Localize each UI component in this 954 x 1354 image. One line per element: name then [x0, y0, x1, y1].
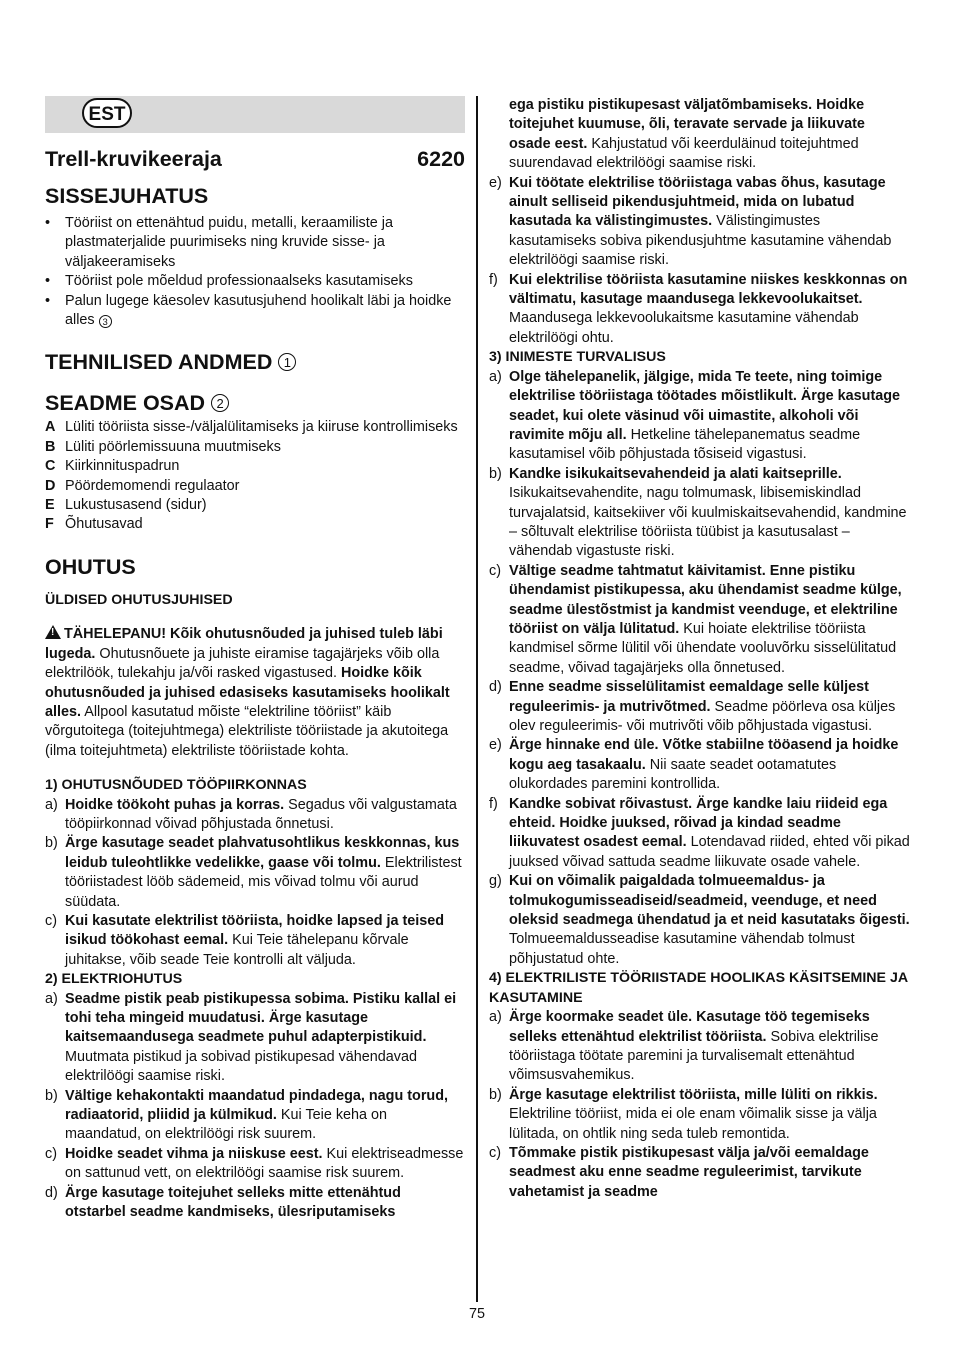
list-item: • Tööriist pole mõeldud professionaalseks kasutamiseks	[45, 272, 465, 291]
safety-heading: OHUTUS	[45, 554, 136, 579]
list-item: ega pistiku pistikupesast väljatõmbamiseks. Hoidke toitejuhet kuumuse, õli, teravate servade ja liikuvate osade eest. Kahjustatud või keerduläinud toitejuhtmed suurendavad elektrilöögi saamise riski.	[509, 97, 865, 172]
figure-ref: 2	[211, 394, 229, 412]
list-item: b) Ärge kasutage seadet plahvatusohtlikus keskkonnas, kus leidub tuleohtlikke vedelikke, gaase või tolmu. Elektrilistest tööriistadest lööb sädemeid, mis võivad tolmu või aurud süüdata.	[45, 835, 462, 910]
section-2-list	[45, 990, 465, 1223]
intro-heading: SISSEJUHATUS	[45, 184, 209, 208]
figure-ref: 3	[99, 315, 112, 328]
product-name: Trell-kruvikeeraja	[45, 147, 222, 171]
list-item: c) Kui kasutate elektrilist tööriista, hoidke lapsed ja teised isikud töökohast eemal. Kui Teie tähelepanu kõrvale juhitakse, võib seade Teie kontrolli alt väljuda.	[45, 912, 445, 968]
list-item: a) Hoidke töökoht puhas ja korras. Segadus või valgustamata tööpiirkonnad võivad põhjustada õnnetusi.	[45, 796, 457, 832]
general-safety-heading: ÜLDISED OHUTUSJUHISED	[45, 591, 233, 608]
parts-item: B Lüliti pöörlemissuuna muutmiseks	[45, 438, 281, 455]
parts-heading: SEADME OSAD 2	[45, 390, 465, 416]
page-number: 75	[468, 1306, 485, 1322]
list-item: d) Enne seadme sisselülitamist eemaldage selle küljest reguleerimis- ja mutrivõtmed. Seadme pöörleva osa küljes olev reguleerimis- või mutrivõti võib põhjustada vigastusi.	[489, 679, 896, 734]
list-item: a) Olge tähelepanelik, jälgige, mida Te teete, ning toimige elektrilise tööriistaga töötades mõistlikult. Ärge kasutage seadet, kui olete väsinud või uimastite, alkoholi või ravimite mõju all. Hetkeline tähelepanematus seadme kasutamisel võib põhjustada tõsiseid vigastusi.	[489, 368, 901, 463]
section-2-list-cont	[489, 174, 910, 349]
section-3-heading: 3) INIMESTE TURVALISUS	[489, 349, 666, 366]
parts-item: D Pöördemomendi regulaator	[45, 477, 240, 494]
section-4-list	[489, 1008, 910, 1202]
section-1-heading: 1) OHUTUSNÕUDED TÖÖPIIRKONNAS	[45, 777, 307, 794]
list-item: • Palun lugege käesolev kasutusjuhend hoolikalt läbi ja hoidke alles 3	[45, 292, 465, 331]
list-item: c) Hoidke seadet vihma ja niiskuse eest. Kui elektriseadmesse on sattunud vett, on elektrilöögi saamise risk suurem.	[45, 1145, 464, 1182]
list-item: f) Kui elektrilise tööriista kasutamine niiskes keskkonnas on vältimatu, kasutage maandusega lekkevoolukaitset. Maandusega lekkevoolukaitsme kasutamine vähendab elektrilöögi ohtu.	[489, 271, 908, 346]
tech-heading: TEHNILISED ANDMED 1	[45, 349, 465, 375]
parts-list	[45, 418, 465, 534]
list-item: c) Tõmmake pistik pistikupesast välja ja/või eemaldage seadmest aku enne seadme reguleerimist, tarvikute vahetamist ja seadme	[489, 1144, 869, 1200]
list-item: a) Seadme pistik peab pistikupessa sobima. Pistiku kallal ei tohi teha mingeid muudatusi. Ärge kasutage kaitsemaandusega seadmete puhul adapterpistikuid. Muutmata pistikud ja sobivad pistikupesad vähendavad elektrilöögi saamise riski.	[45, 990, 457, 1085]
language-bar	[45, 96, 465, 133]
parts-item: E Lukustusasend (sidur)	[45, 497, 207, 514]
warning-paragraph: !TÄHELEPANU! Kõik ohutusnõuded ja juhised tuleb läbi lugeda. Ohutusnõuete ja juhiste eiramise tagajärjeks võib olla elektrilöök, tulekahju ja/või rasked vigastused. Hoidke kõik ohutusnõuded ja juhised edasiseks kasutamiseks hoolikalt alles. Allpool kasutatud mõiste “elektriline tööriist” käib võrgutoitega (toitejuhtmega) elektriliste tööriistade ja akutoitega (ilma toitejuhtmeta) elektriliste tööriistade kohta.	[45, 625, 465, 761]
warning-icon	[45, 625, 61, 639]
parts-item: A Lüliti tööriista sisse-/väljalülitamiseks ja kiiruse kontrollimiseks	[45, 419, 458, 436]
product-model: 6220	[417, 147, 465, 171]
list-item: a) Ärge koormake seadet üle. Kasutage töö tegemiseks selleks ettenähtud elektrilist tööriista. Sobiva elektrilise tööriistaga töötate paremini ja turvalisemalt ettenähtud võimsusvahemikus.	[489, 1009, 879, 1084]
list-item: g) Kui on võimalik paigaldada tolmueemaldus- ja tolmukogumisseadiseid/seadmeid, veenduge, et need oleksid seadmega ühendatud ja et neid kasutataks õigesti. Tolmueemaldusseadise kasutamine vähendab tolmust põhjustatud ohte.	[489, 873, 910, 967]
section-1-list	[45, 796, 465, 971]
list-item: c) Vältige seadme tahtmatut käivitamist. Enne pistiku ühendamist pistikupessa, aku ühendamist seadme külge, seadme ülestõstmist ja kandmist veenduge, et elektriline tööriist on välja lülitatud. Kui hoiate elektrilise tööriista kandmisel sõrme lülitil või ühendate vooluvõrku sisselülitatud seadme, võivad tagajärjeks olla õnnetused.	[489, 562, 902, 676]
column-divider	[476, 96, 478, 1302]
section-2-heading: 2) ELEKTRIOHUTUS	[45, 971, 183, 988]
parts-item: F Õhutusavad	[45, 516, 143, 533]
left-column	[45, 96, 465, 1222]
parts-item: C Kiirkinnituspadrun	[45, 458, 180, 475]
right-column	[489, 96, 910, 1202]
list-item: b) Ärge kasutage elektrilist tööriista, mille lüliti on rikkis. Elektriline tööriist, mida ei ole enam võimalik sisse ja välja lülitada, on ohtlik ning seda tuleb remontida.	[489, 1086, 878, 1142]
list-item: e) Ärge hinnake end üle. Võtke stabiilne tööasend ja hoidke kogu aeg tasakaalu. Nii saate seadet ootamatutes olukordades paremini kontrollida.	[489, 737, 899, 793]
intro-list	[45, 214, 465, 330]
list-item: d) Ärge kasutage toitejuhet selleks mitte ettenähtud otstarbel seadme kandmiseks, ülesriputamiseks	[45, 1184, 401, 1221]
list-item: f) Kandke sobivat rõivastust. Ärge kandke laiu riideid ega ehteid. Hoidke juuksed, rõivad ja kindad seadme liikuvatest osadest eemal. Lotendavad riided, ehted või pikad juuksed võivad sattuda seadme liikuvate osade vahele.	[489, 795, 910, 870]
section-4-heading: 4) ELEKTRILISTE TÖÖRIISTADE HOOLIKAS KÄSITSEMINE JA KASUTAMINE	[489, 970, 908, 1006]
list-item: e) Kui töötate elektrilise tööriistaga vabas õhus, kasutage ainult selliseid pikendusjuhtmeid, mida on lubatud kasutada ka välistingimustes. Välistingimustes kasutamiseks sobiva pikendusjuhtme kasutamine vähendab elektrilöögi saamise riski.	[489, 174, 892, 269]
language-badge: EST	[82, 98, 132, 128]
list-item: b) Vältige kehakontakti maandatud pindadega, nagu torud, radiaatorid, pliidid ja külmikud. Kui Teie keha on maandatud, on elektrilöögi risk suurem.	[45, 1087, 449, 1143]
list-item: • Tööriist on ettenähtud puidu, metalli, keraamiliste ja plastmaterjalide puurimiseks ning kruvide sisse- ja väljakeeramiseks	[45, 214, 465, 272]
figure-ref: 1	[278, 353, 296, 371]
section-3-list	[489, 368, 910, 970]
product-title	[45, 146, 465, 172]
list-item: b) Kandke isikukaitsevahendeid ja alati kaitseprille. Isikukaitsevahendite, nagu tolmumask, libisemiskindlad turvajalatsid, kaitsekiiver või kuulmiskaitsevahendid, kandmine – sõltuvalt elektrilise tööriista tüübist ja kasutusalast – vähendab vigastuste riski.	[489, 465, 907, 560]
